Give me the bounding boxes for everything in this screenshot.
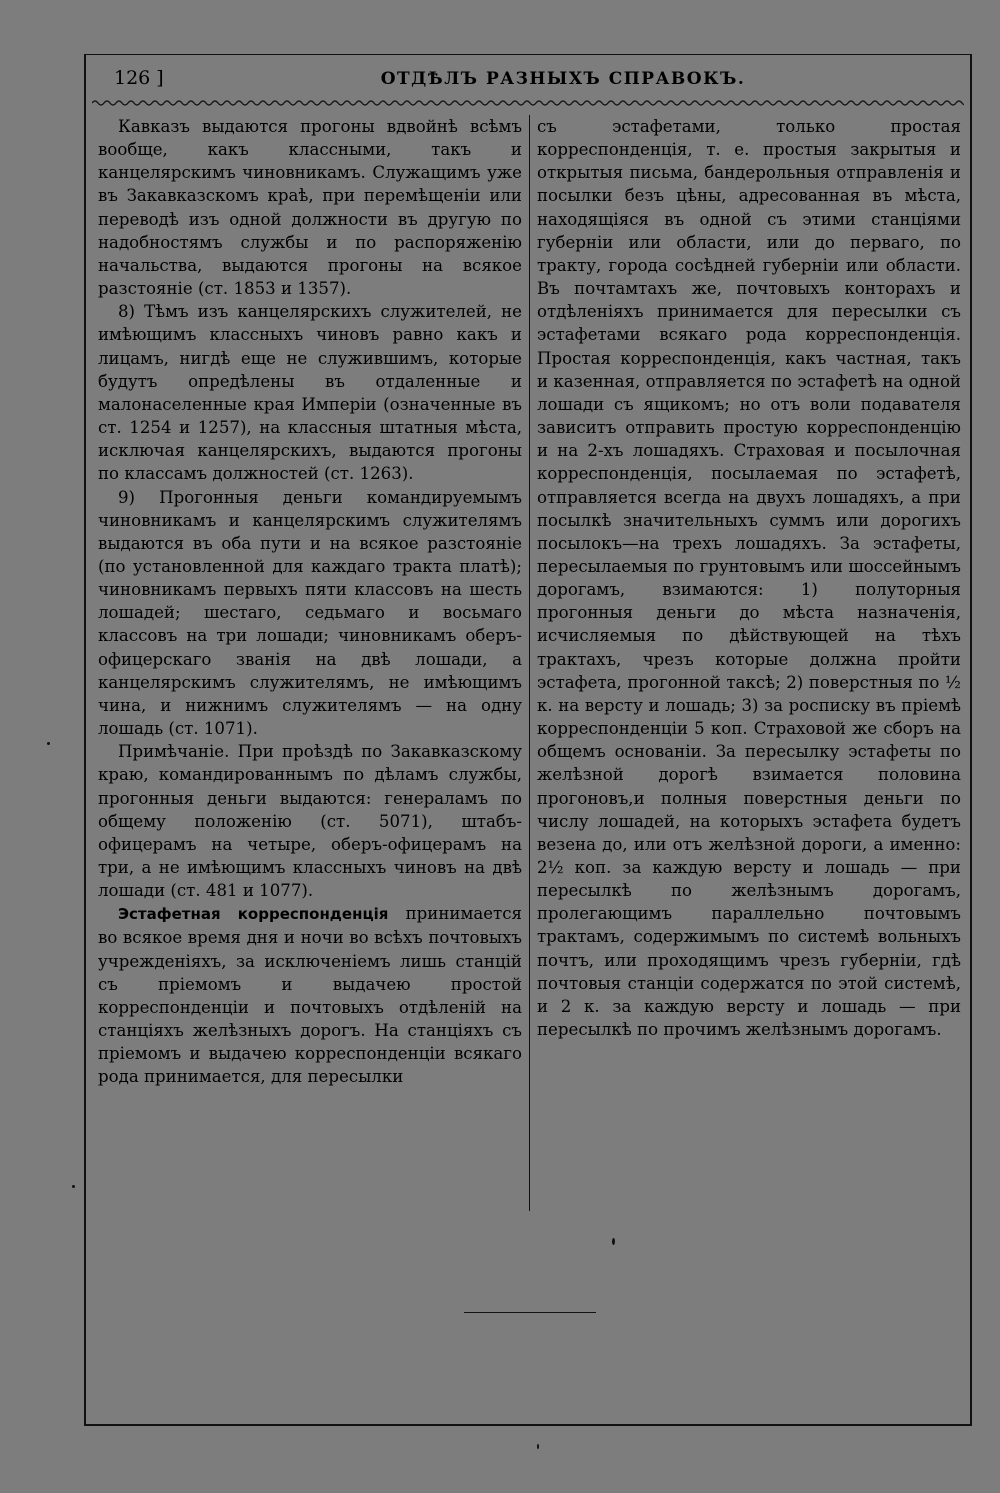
page-frame [84, 54, 972, 1426]
paragraph-text: принимается во всякое время дня и ночи во всѣхъ почтовыхъ учрежденіяхъ, за исключеніемъ лишь станцій съ пріемомъ и выдачею простой корреспонденціи и почтовыхъ отдѣленій на станціяхъ желѣзныхъ дорогъ. На станціяхъ съ пріемомъ и выдачею корреспонденціи всякаго рода принимается, для пересылки [98, 904, 523, 1087]
running-head: ОТДѢЛЪ РАЗНЫХЪ СПРАВОКЪ. [380, 69, 746, 89]
paragraph: съ эстафетами, только простая корреспонденція, т. е. простыя закрытыя и открытыя письма, бандерольныя отправленія и посылки безъ цѣны, адресованная въ мѣста, находящіяся въ одной съ этими станціями губерніи или области, или до перваго, по тракту, города сосѣдней губерніи или области. Въ почтамтахъ же, почтовыхъ конторахъ и отдѣленіяхъ принимается для пересылки съ эстафетами всякаго рода корреспонденція. Простая корреспонденція, какъ частная, такъ и казенная, отправляется по эстафетѣ на одной лошади съ ящикомъ; но отъ воли подавателя зависитъ отправить простую корреспонденцію и на 2-хъ лошадяхъ. Страховая и посылочная корреспонденція, посылаемая по эстафетѣ, отправляется всегда на двухъ лошадяхъ, а при посылкѣ значительныхъ суммъ или дорогихъ посылокъ—на трехъ лошадяхъ. За эстафеты, пересылаемыя по грунтовымъ или шоссейнымъ дорогамъ, взимаются: 1) полуторныя прогонныя деньги до мѣста назначенія, исчисляемыя по дѣйствующей на тѣхъ трактахъ, чрезъ которые должна пройти эстафета, прогонной таксѣ; 2) поверстныя по ½ к. на версту и лошадь; 3) за росписку въ пріемѣ корреспонденціи 5 коп. Страховой же сборъ на общемъ основаніи. За пересылку эстафеты по желѣзной дорогѣ взимается половина прогоновъ,и полныя поверстныя деньги по числу лошадей, на которыхъ эстафета будетъ везена до, или отъ желѣзной дороги, а именно: 2½ коп. за каждую версту и лошадь — при пересылкѣ по желѣзнымъ дорогамъ, пролегающимъ параллельно почтовымъ трактамъ, содержимымъ по системѣ вольныхъ почтъ, или проходящимъ чрезъ губерніи, гдѣ почтовыя станціи содержатся по этой системѣ, и 2 к. за каждую версту и лошадь — при пересылкѣ по прочимъ желѣзнымъ дорогамъ. [537, 117, 961, 1040]
column-divider [529, 115, 530, 1211]
ink-speck [537, 1444, 539, 1449]
paragraph [98, 902, 522, 1088]
left-column [98, 115, 522, 1089]
page-number: 126 ] [114, 67, 164, 89]
ink-speck [72, 1185, 75, 1188]
footer-rule [464, 1312, 596, 1313]
paragraph: 8) Тѣмъ изъ канцелярскихъ служителей, не имѣющимъ классныхъ чиновъ равно какъ и лицамъ, нигдѣ еще не служившимъ, которые будутъ опредѣлены въ отдаленные и малонаселенные края Имперіи (означенные въ ст. 1254 и 1257), на классныя штатныя мѣста, исключая канцелярскихъ, выдаются прогоны по классамъ должностей (ст. 1263). [98, 302, 522, 484]
ink-speck [612, 1238, 615, 1245]
section-heading: Эстафетная корреспонденція [118, 905, 389, 924]
note-paragraph: Примѣчаніе. При проѣздѣ по Закавказскому краю, командированнымъ по дѣламъ службы, прогонныя деньги выдаются: генераламъ по общему положенію (ст. 5071), штабъ-офицерамъ на четыре, оберъ-офицерамъ на три, а не имѣющимъ классныхъ чиновъ на двѣ лошади (ст. 481 и 1077). [98, 742, 522, 901]
ink-speck [47, 742, 50, 745]
paragraph: Кавказъ выдаются прогоны вдвойнѣ всѣмъ вообще, какъ классными, такъ и канцелярскимъ чиновникамъ. Служащимъ уже въ Закавказскомъ краѣ, при перемѣщеніи или переводѣ изъ одной должности въ другую по надобностямъ службы и по распоряженію начальства, выдаются прогоны на всякое разстояніе (ст. 1853 и 1357). [98, 117, 522, 299]
right-column [537, 115, 961, 1041]
wavy-rule [92, 99, 964, 107]
page-header [86, 55, 970, 101]
paragraph: 9) Прогонныя деньги командируемымъ чиновникамъ и канцелярскимъ служителямъ выдаются въ оба пути и на всякое разстояніе (по установленной для каждаго тракта платѣ); чиновникамъ первыхъ пяти классовъ на шесть лошадей; шестаго, седьмаго и восьмаго классовъ на три лошади; чиновникамъ оберъ-офицерскаго званія на двѣ лошади, а канцелярскимъ служителямъ, не имѣющимъ чина, и нижнимъ служителямъ — на одну лошадь (ст. 1071). [98, 487, 522, 739]
